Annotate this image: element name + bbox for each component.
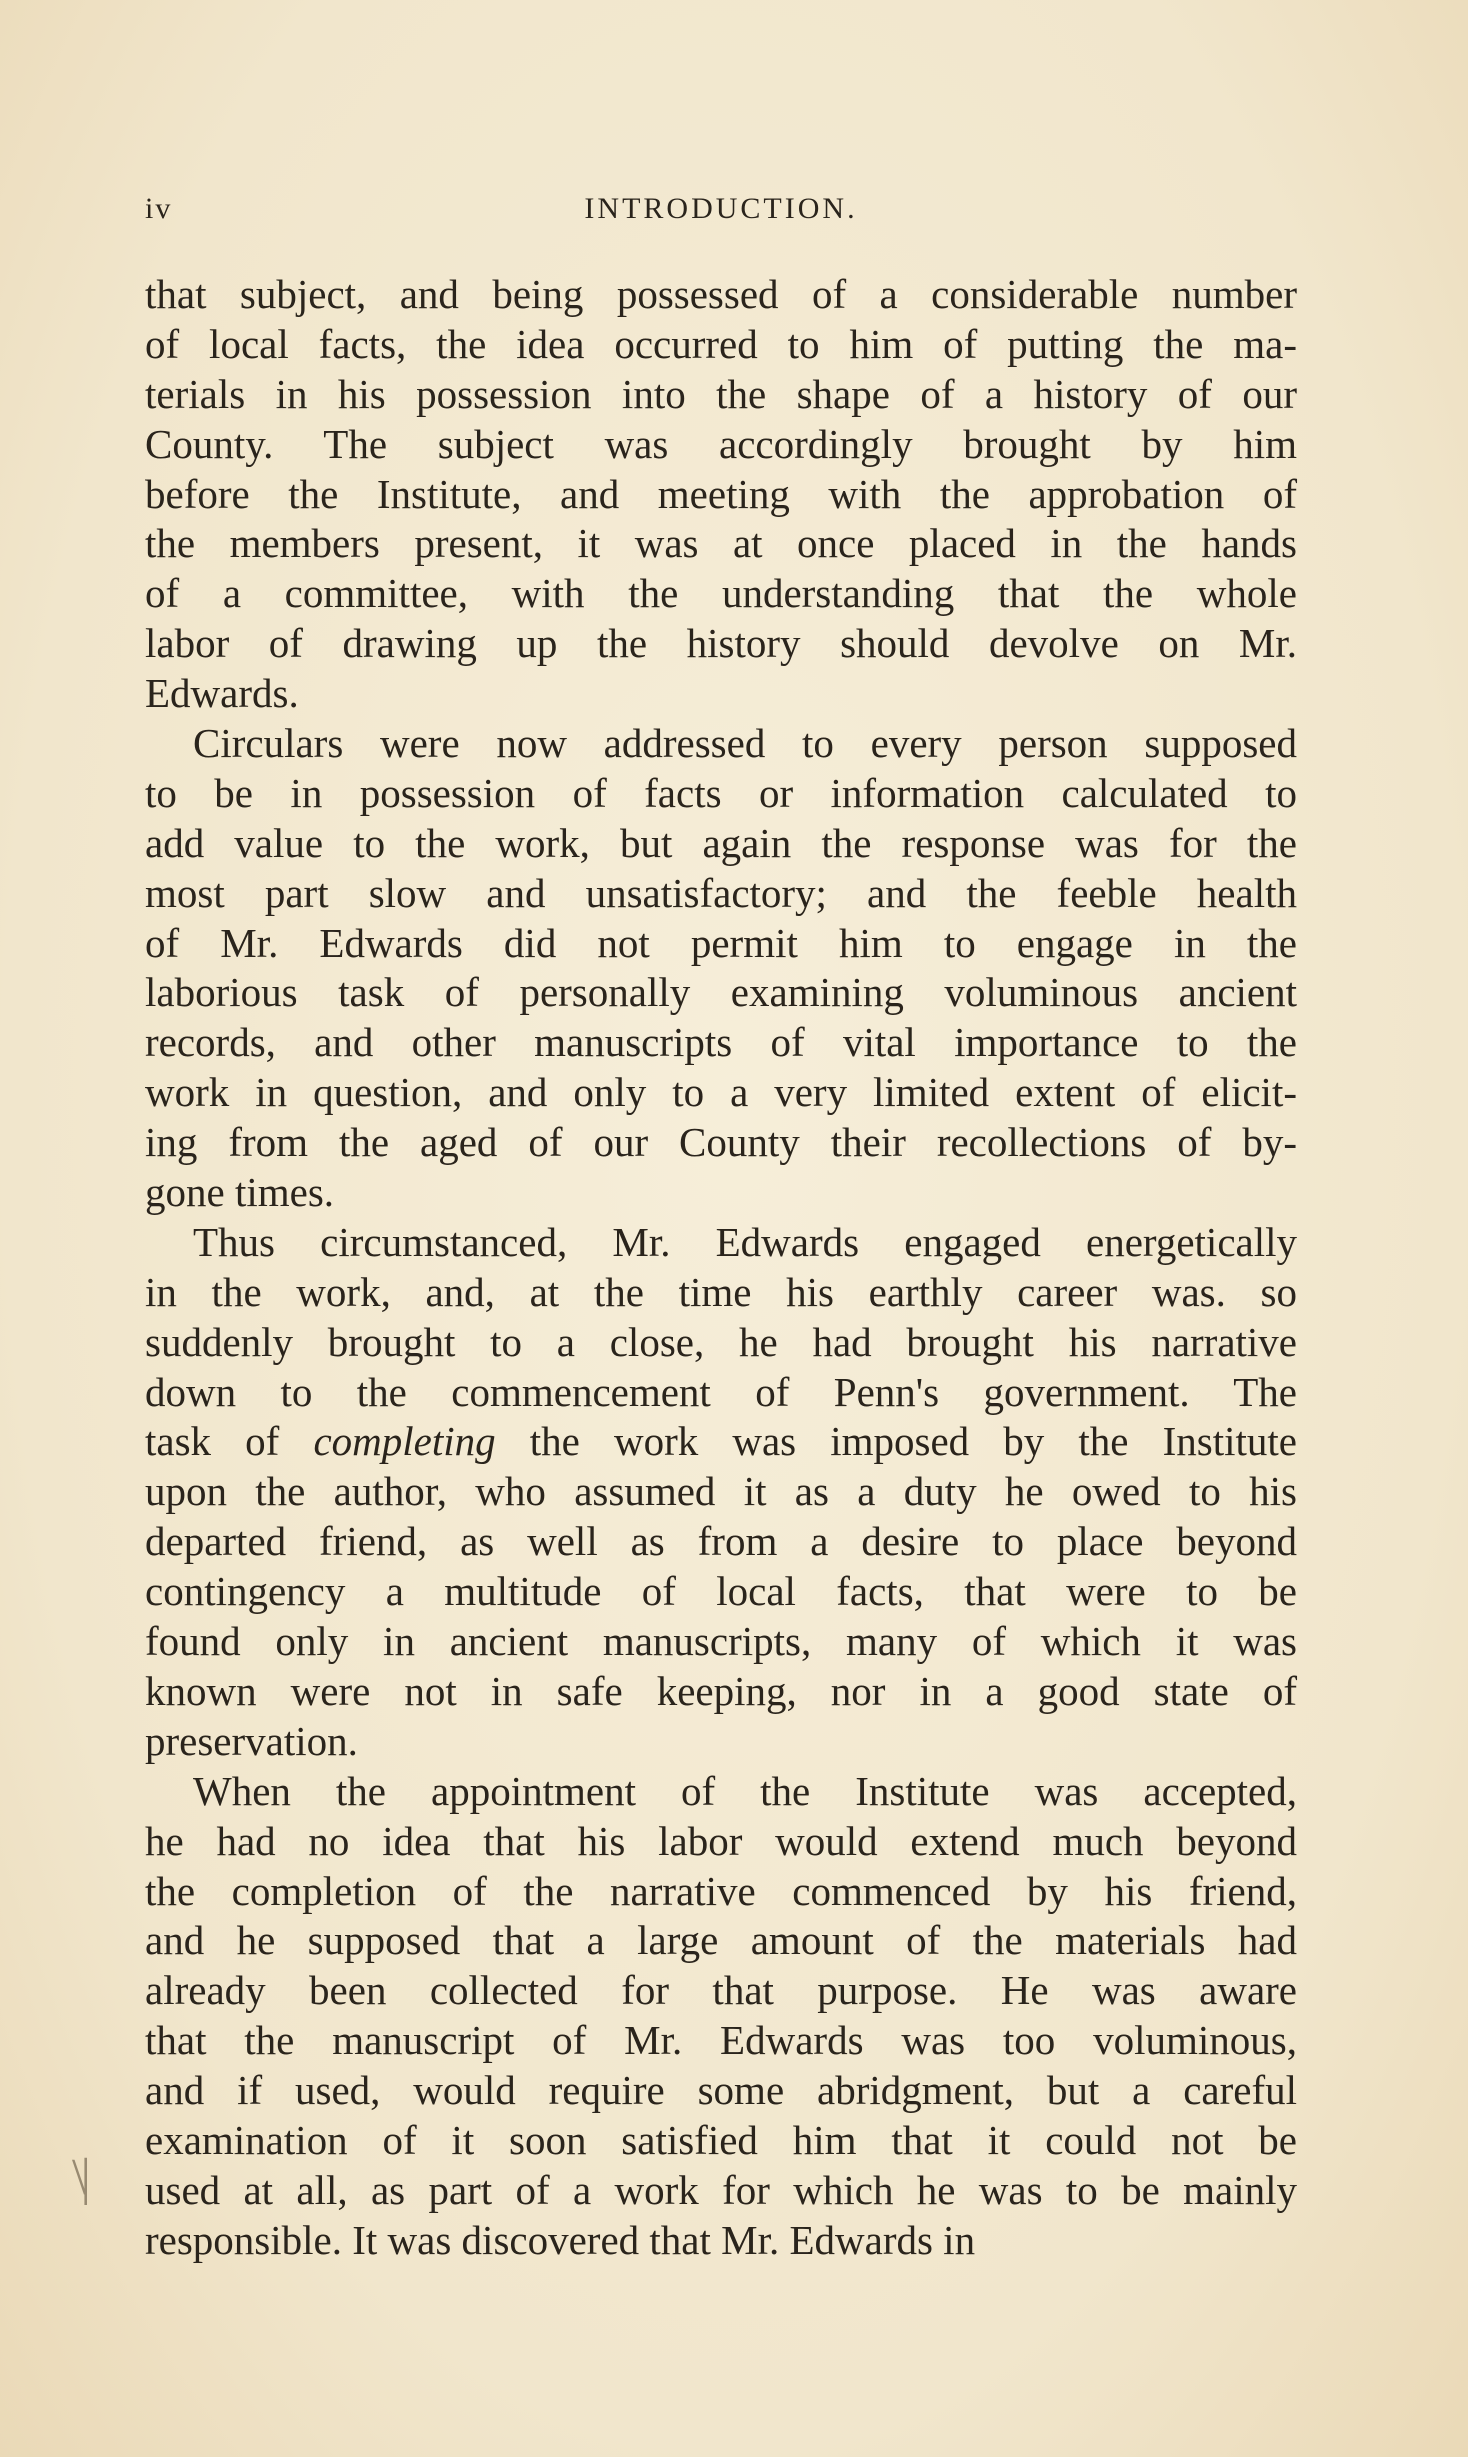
text-line: When the appointment of the Institute was accepted, bbox=[193, 1767, 1297, 1814]
paragraph bbox=[145, 1767, 1297, 2266]
text-line: preservation. bbox=[145, 1717, 358, 1764]
text-line: contingency a multitude of local facts, that were to be bbox=[145, 1568, 1297, 1615]
text-line: examination of it soon satisfied him that it could not be bbox=[145, 2116, 1297, 2163]
page-header bbox=[145, 192, 1297, 240]
text-line: gone times. bbox=[145, 1169, 335, 1216]
paragraph bbox=[145, 1218, 1297, 1767]
text-line: add value to the work, but again the response was for the bbox=[145, 819, 1297, 866]
text-line: responsible. It was discovered that Mr. Edwards in bbox=[145, 2216, 976, 2263]
body-text bbox=[145, 270, 1297, 2266]
text-line: known were not in safe keeping, nor in a good state of bbox=[145, 1667, 1297, 1714]
text-line: ing from the aged of our County their recollections of by- bbox=[145, 1119, 1297, 1166]
text-segment: task of bbox=[145, 1418, 314, 1465]
text-line: already been collected for that purpose. He was aware bbox=[145, 1967, 1297, 2014]
text-line: and if used, would require some abridgment, but a careful bbox=[145, 2067, 1297, 2114]
text-segment: the work was imposed by the Institute bbox=[495, 1418, 1298, 1465]
text-line: County. The subject was accordingly brought by him bbox=[145, 420, 1297, 467]
text-line: records, and other manuscripts of vital importance to the bbox=[145, 1019, 1297, 1066]
text-line bbox=[145, 1417, 1297, 1467]
text-line: laborious task of personally examining voluminous ancient bbox=[145, 969, 1297, 1016]
text-line: before the Institute, and meeting with the approbation of bbox=[145, 470, 1297, 517]
page-number: iv bbox=[145, 192, 173, 225]
text-line: found only in ancient manuscripts, many of which it was bbox=[145, 1618, 1297, 1665]
text-line: of local facts, the idea occurred to him of putting the ma- bbox=[145, 320, 1297, 367]
text-line: that the manuscript of Mr. Edwards was too voluminous, bbox=[145, 2017, 1297, 2064]
text-line: departed friend, as well as from a desire to place beyond bbox=[145, 1518, 1297, 1565]
paragraph bbox=[145, 719, 1297, 1218]
text-line: down to the commencement of Penn's government. The bbox=[145, 1368, 1297, 1415]
text-line: Thus circumstanced, Mr. Edwards engaged energetically bbox=[193, 1218, 1297, 1265]
text-line: that subject, and being possessed of a considerable number bbox=[145, 271, 1297, 317]
text-line: used at all, as part of a work for which he was to be mainly bbox=[145, 2166, 1297, 2213]
text-line: work in question, and only to a very limited extent of elicit- bbox=[145, 1069, 1297, 1116]
italic-word: completing bbox=[313, 1418, 496, 1465]
text-line: of Mr. Edwards did not permit him to engage in the bbox=[145, 919, 1297, 966]
text-line: of a committee, with the understanding that the whole bbox=[145, 570, 1297, 617]
paragraph bbox=[145, 270, 1297, 719]
text-line: suddenly brought to a close, he had brought his narrative bbox=[145, 1318, 1297, 1365]
text-line: Circulars were now addressed to every person supposed bbox=[193, 720, 1297, 767]
margin-pencil-mark: \| bbox=[72, 2149, 85, 2206]
text-line: most part slow and unsatisfactory; and the feeble health bbox=[145, 869, 1297, 916]
text-line: to be in possession of facts or information calculated to bbox=[145, 769, 1297, 816]
text-line: upon the author, who assumed it as a duty he owed to his bbox=[145, 1468, 1297, 1515]
text-line: Edwards. bbox=[145, 670, 299, 717]
text-line: terials in his possession into the shape of a history of our bbox=[145, 370, 1297, 417]
text-line: the members present, it was at once placed in the hands bbox=[145, 520, 1297, 567]
text-line: and he supposed that a large amount of the materials had bbox=[145, 1917, 1297, 1964]
running-head: INTRODUCTION. bbox=[584, 192, 858, 225]
text-line: the completion of the narrative commenced by his friend, bbox=[145, 1867, 1297, 1914]
text-line: he had no idea that his labor would extend much beyond bbox=[145, 1817, 1297, 1864]
text-line: labor of drawing up the history should devolve on Mr. bbox=[145, 620, 1297, 667]
text-line: in the work, and, at the time his earthly career was. so bbox=[145, 1268, 1297, 1315]
